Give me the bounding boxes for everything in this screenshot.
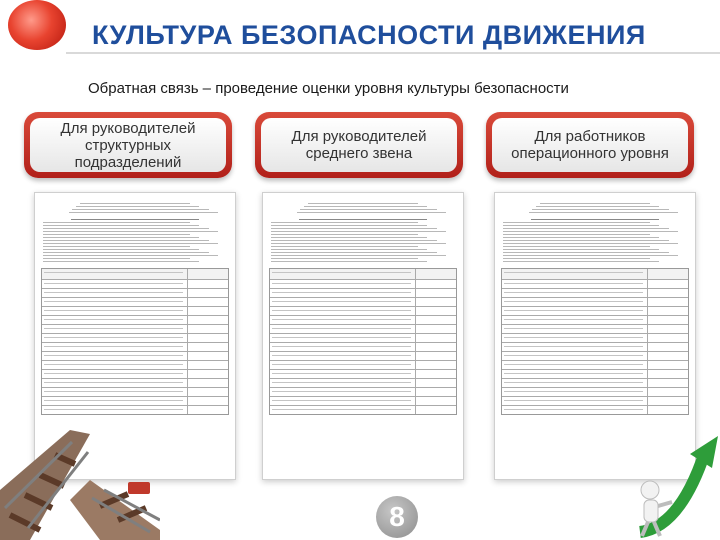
questionnaire-document-thumbnail: [262, 192, 464, 480]
card-operational-workers: [486, 112, 694, 178]
page-title: КУЛЬТУРА БЕЗОПАСНОСТИ ДВИЖЕНИЯ: [92, 20, 646, 50]
card-label: Для руководителей структурных подразделений: [30, 118, 226, 172]
page-subtitle: Обратная связь – проведение оценки уровня культуры безопасности: [88, 80, 569, 97]
title-divider: [66, 52, 720, 54]
card-label: Для работников операционного уровня: [492, 118, 688, 172]
broken-railway-illustration-icon: [0, 420, 160, 540]
card-structural-managers: [24, 112, 232, 178]
card-middle-managers: [255, 112, 463, 178]
red-sphere-logo-icon: [8, 0, 66, 50]
page-number-badge: 8: [376, 496, 418, 538]
figure-pushing-arrow-illustration-icon: [620, 432, 720, 540]
card-label: Для руководителей среднего звена: [261, 118, 457, 172]
